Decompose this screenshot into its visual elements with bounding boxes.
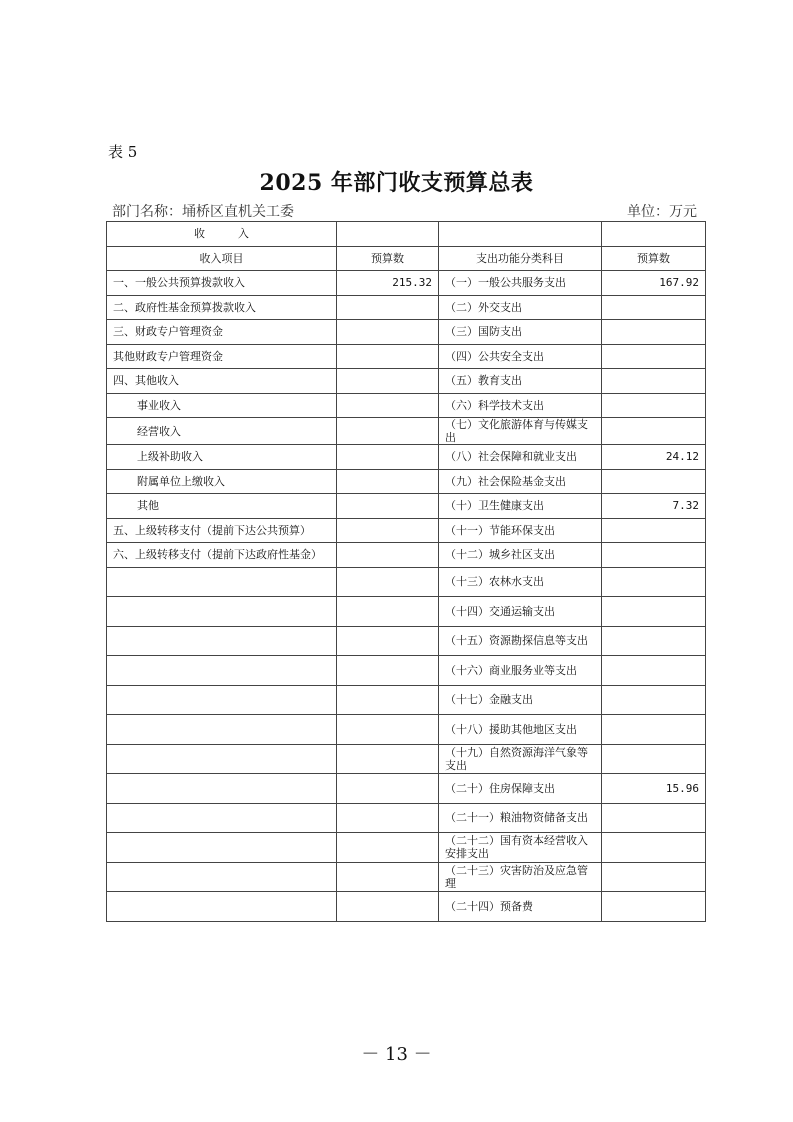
expense-amount-cell: [602, 597, 706, 627]
table-row: [107, 567, 706, 597]
expense-amount-cell: [602, 518, 706, 543]
table-row: [107, 715, 706, 745]
expense-item-cell: （二十）住房保障支出: [439, 774, 602, 804]
table-row: [107, 393, 706, 418]
income-item-cell: [107, 626, 337, 656]
expense-item-cell: （七）文化旅游体育与传媒支出: [439, 418, 602, 445]
empty-header-cell: [337, 222, 439, 247]
expense-amount-cell: [602, 295, 706, 320]
table-row: [107, 295, 706, 320]
income-item-cell: 附属单位上缴收入: [107, 469, 337, 494]
expense-item-cell: （十六）商业服务业等支出: [439, 656, 602, 686]
table-row: [107, 320, 706, 345]
income-item-cell: 事业收入: [107, 393, 337, 418]
income-item-cell: 经营收入: [107, 418, 337, 445]
income-item-cell: 六、上级转移支付（提前下达政府性基金）: [107, 543, 337, 568]
expense-item-cell: （六）科学技术支出: [439, 393, 602, 418]
expense-item-cell: （三）国防支出: [439, 320, 602, 345]
expense-item-cell: （十一）节能环保支出: [439, 518, 602, 543]
income-item-cell: [107, 715, 337, 745]
expense-item-cell: （二十四）预备费: [439, 892, 602, 922]
expense-amount-cell: [602, 320, 706, 345]
income-item-cell: 三、财政专户管理资金: [107, 320, 337, 345]
column-header-income-item: 收入项目: [107, 246, 337, 271]
expense-item-cell: （十）卫生健康支出: [439, 494, 602, 519]
expense-amount-cell: [602, 715, 706, 745]
income-item-cell: 一、一般公共预算拨款收入: [107, 271, 337, 296]
group-header-row: [107, 222, 706, 247]
income-amount-cell: [337, 567, 439, 597]
budget-table: [106, 221, 706, 922]
expense-item-cell: （十八）援助其他地区支出: [439, 715, 602, 745]
expense-amount-cell: [602, 744, 706, 774]
income-group-header: 收 入: [107, 222, 337, 247]
expense-amount-cell: [602, 344, 706, 369]
expense-item-cell: （九）社会保险基金支出: [439, 469, 602, 494]
income-amount-cell: [337, 295, 439, 320]
income-item-cell: [107, 567, 337, 597]
expense-amount-cell: [602, 656, 706, 686]
expense-amount-cell: [602, 369, 706, 394]
expense-amount-cell: 167.92: [602, 271, 706, 296]
expense-amount-cell: 15.96: [602, 774, 706, 804]
income-item-cell: [107, 774, 337, 804]
income-item-cell: [107, 833, 337, 863]
expense-amount-cell: [602, 567, 706, 597]
table-row: [107, 862, 706, 892]
table-row: [107, 543, 706, 568]
expense-item-cell: （二十一）粮油物资储备支出: [439, 803, 602, 833]
income-amount-cell: [337, 494, 439, 519]
income-item-cell: 五、上级转移支付（提前下达公共预算）: [107, 518, 337, 543]
table-row: [107, 774, 706, 804]
expense-item-cell: （四）公共安全支出: [439, 344, 602, 369]
expense-item-cell: （十三）农林水支出: [439, 567, 602, 597]
column-header-row: [107, 246, 706, 271]
column-header-expense-amount: 预算数: [602, 246, 706, 271]
income-item-cell: 其他财政专户管理资金: [107, 344, 337, 369]
table-row: [107, 344, 706, 369]
income-amount-cell: [337, 656, 439, 686]
income-item-cell: [107, 685, 337, 715]
table-row: [107, 518, 706, 543]
expense-item-cell: （二十二）国有资本经营收入安排支出: [439, 833, 602, 863]
income-amount-cell: [337, 626, 439, 656]
income-amount-cell: [337, 685, 439, 715]
income-amount-cell: [337, 892, 439, 922]
income-item-cell: 四、其他收入: [107, 369, 337, 394]
income-item-cell: [107, 892, 337, 922]
expense-amount-cell: 7.32: [602, 494, 706, 519]
table-row: [107, 271, 706, 296]
expense-item-cell: （十五）资源勘探信息等支出: [439, 626, 602, 656]
table-row: [107, 833, 706, 863]
income-amount-cell: [337, 469, 439, 494]
table-label: 表 5: [108, 143, 138, 161]
income-item-cell: 其他: [107, 494, 337, 519]
table-row: [107, 597, 706, 627]
income-amount-cell: [337, 393, 439, 418]
expense-item-cell: （十四）交通运输支出: [439, 597, 602, 627]
table-row: [107, 369, 706, 394]
income-item-cell: [107, 597, 337, 627]
expense-amount-cell: [602, 892, 706, 922]
income-amount-cell: [337, 803, 439, 833]
empty-header-cell: [439, 222, 602, 247]
table-row: [107, 626, 706, 656]
expense-amount-cell: [602, 803, 706, 833]
expense-amount-cell: [602, 862, 706, 892]
expense-item-cell: （五）教育支出: [439, 369, 602, 394]
expense-amount-cell: [602, 543, 706, 568]
page-title: 2025 年部门收支预算总表: [259, 170, 534, 196]
expense-amount-cell: 24.12: [602, 445, 706, 470]
expense-item-cell: （二）外交支出: [439, 295, 602, 320]
table-row: [107, 685, 706, 715]
income-amount-cell: [337, 418, 439, 445]
income-amount-cell: [337, 543, 439, 568]
empty-header-cell: [602, 222, 706, 247]
table-row: [107, 445, 706, 470]
expense-amount-cell: [602, 418, 706, 445]
column-header-income-amount: 预算数: [337, 246, 439, 271]
expense-amount-cell: [602, 833, 706, 863]
income-item-cell: 二、政府性基金预算拨款收入: [107, 295, 337, 320]
expense-item-cell: （八）社会保障和就业支出: [439, 445, 602, 470]
income-item-cell: [107, 803, 337, 833]
income-item-cell: [107, 862, 337, 892]
income-amount-cell: [337, 445, 439, 470]
expense-amount-cell: [602, 469, 706, 494]
expense-amount-cell: [602, 393, 706, 418]
department-name: 部门名称：埇桥区直机关工委: [112, 204, 294, 220]
column-header-expense-item: 支出功能分类科目: [439, 246, 602, 271]
unit-label: 单位：万元: [627, 204, 697, 220]
income-amount-cell: [337, 862, 439, 892]
income-amount-cell: [337, 344, 439, 369]
income-amount-cell: [337, 597, 439, 627]
expense-item-cell: （十九）自然资源海洋气象等支出: [439, 744, 602, 774]
income-amount-cell: 215.32: [337, 271, 439, 296]
income-item-cell: 上级补助收入: [107, 445, 337, 470]
expense-item-cell: （十二）城乡社区支出: [439, 543, 602, 568]
expense-item-cell: （十七）金融支出: [439, 685, 602, 715]
income-amount-cell: [337, 320, 439, 345]
expense-item-cell: （一）一般公共服务支出: [439, 271, 602, 296]
income-amount-cell: [337, 833, 439, 863]
income-amount-cell: [337, 369, 439, 394]
income-amount-cell: [337, 744, 439, 774]
table-row: [107, 494, 706, 519]
table-row: [107, 803, 706, 833]
table-row: [107, 418, 706, 445]
expense-item-cell: （二十三）灾害防治及应急管理: [439, 862, 602, 892]
table-row: [107, 892, 706, 922]
income-amount-cell: [337, 518, 439, 543]
expense-amount-cell: [602, 685, 706, 715]
income-item-cell: [107, 656, 337, 686]
table-row: [107, 656, 706, 686]
page-number: － 13 －: [361, 1044, 432, 1065]
expense-amount-cell: [602, 626, 706, 656]
income-item-cell: [107, 744, 337, 774]
table-row: [107, 744, 706, 774]
income-amount-cell: [337, 774, 439, 804]
table-row: [107, 469, 706, 494]
income-amount-cell: [337, 715, 439, 745]
